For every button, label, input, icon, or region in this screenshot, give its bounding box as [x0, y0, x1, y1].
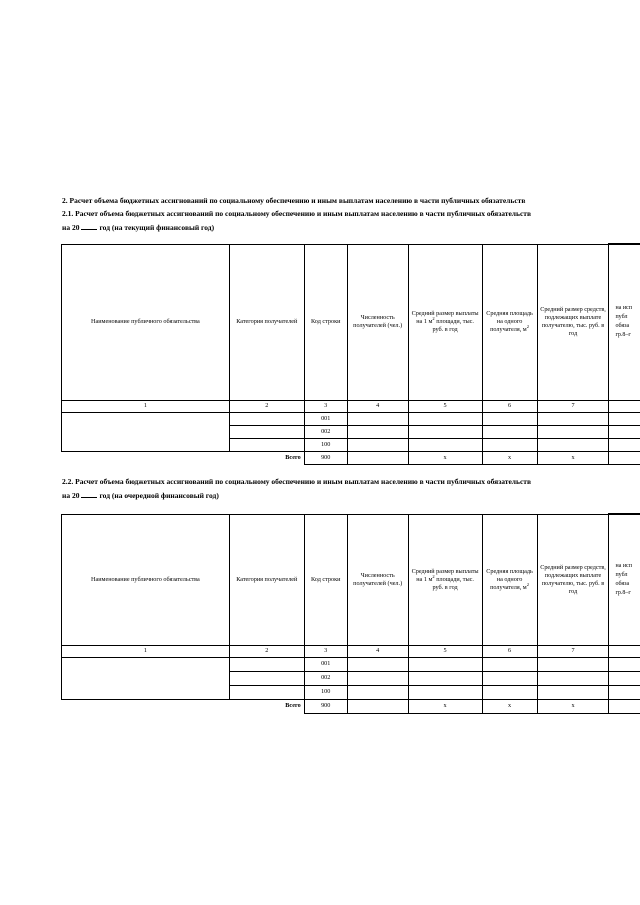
data-cell [609, 657, 640, 671]
data-cell [609, 671, 640, 685]
header-avg-payment [408, 244, 482, 400]
header-recipients-count: Численность получателей (чел.) [347, 244, 408, 400]
section-2-period [62, 490, 219, 501]
col-number-3: 3 [304, 400, 347, 412]
header-row-code: Код строки [304, 514, 347, 645]
data-cell [347, 657, 408, 671]
data-cell [537, 412, 609, 425]
x-mark: х [537, 699, 609, 713]
category-cell [229, 685, 304, 699]
header-avg-area-text: Средняя площадь на одного получателя, м [486, 310, 533, 333]
section-1-period-suffix: год (на текущий финансовый год) [99, 223, 215, 232]
data-cell [537, 685, 609, 699]
data-cell [609, 412, 640, 425]
total-row [62, 451, 640, 464]
data-cell [347, 412, 408, 425]
table-row [62, 657, 640, 671]
col-number-7: 7 [537, 400, 609, 412]
data-cell [482, 657, 537, 671]
col-number-5: 5 [408, 645, 482, 657]
sq-meter-superscript: 2 [526, 323, 529, 329]
data-cell [609, 438, 640, 451]
header-avg-area [482, 244, 537, 400]
data-cell [609, 699, 640, 713]
data-cell [537, 425, 609, 438]
data-cell [537, 671, 609, 685]
header-obligation-name: Наименование публичного обязательства [62, 514, 230, 645]
data-cell [482, 425, 537, 438]
section-1-title: 2.1. Расчет объема бюджетных ассигнований по социальному обеспечению и иным выплатам населению в части публичных обязательств [62, 209, 532, 218]
header-avg-funds: Средний размер средств, подлежащих выплате получателю, тыс. руб. в год [537, 244, 609, 400]
data-cell [537, 438, 609, 451]
header-avg-payment-c: площади, тыс. руб. в год [432, 575, 474, 591]
total-code: 900 [304, 699, 347, 713]
total-label: Всего [62, 451, 305, 464]
section-2-period-suffix: год (на очередной финансовый год) [99, 491, 219, 500]
sq-meter-superscript: 2 [432, 573, 435, 579]
row-code: 100 [304, 685, 347, 699]
sq-meter-superscript: 2 [432, 315, 435, 321]
data-cell [408, 438, 482, 451]
x-mark: х [408, 451, 482, 464]
col-number-3: 3 [304, 645, 347, 657]
data-cell [347, 671, 408, 685]
data-cell [408, 425, 482, 438]
table-current-year [61, 243, 640, 465]
section-1-period [62, 222, 214, 233]
header-execution-partial: на исп публ обяза гр.8–г [609, 514, 640, 645]
total-label: Всего [62, 699, 305, 713]
col-number-2: 2 [229, 645, 304, 657]
header-obligation-name: Наименование публичного обязательства [62, 244, 230, 400]
header-avg-payment-b: на 1 м [416, 318, 433, 325]
data-cell [482, 685, 537, 699]
data-cell [482, 412, 537, 425]
x-mark: х [482, 451, 537, 464]
x-mark: х [408, 699, 482, 713]
category-cell [229, 671, 304, 685]
col-number-7: 7 [537, 645, 609, 657]
col-number-6: 6 [482, 400, 537, 412]
header-avg-payment-a: Средний размер выплаты [411, 567, 479, 575]
main-title: 2. Расчет объема бюджетных ассигнований по социальному обеспечению и иным выплатам населению в части публичных обязательств [62, 196, 526, 205]
col-number-8 [609, 645, 640, 657]
col-number-4: 4 [347, 645, 408, 657]
header-avg-payment-c: площади, тыс. руб. в год [432, 318, 474, 333]
sq-meter-superscript: 2 [526, 581, 529, 587]
col-number-2: 2 [229, 400, 304, 412]
col-number-1: 1 [62, 400, 230, 412]
row-code: 001 [304, 657, 347, 671]
data-cell [609, 451, 640, 464]
header-recipient-category: Категория получателей [229, 244, 304, 400]
x-mark: х [537, 451, 609, 464]
table-next-year [61, 513, 640, 714]
year-blank [81, 490, 97, 498]
table-row [62, 412, 640, 425]
col-number-8 [609, 400, 640, 412]
data-cell [408, 657, 482, 671]
column-number-row [62, 400, 640, 412]
header-avg-payment [408, 514, 482, 645]
header-row [62, 514, 640, 645]
header-avg-payment-a: Средний размер выплаты [411, 310, 479, 317]
data-cell [482, 438, 537, 451]
data-cell [408, 671, 482, 685]
header-recipient-category: Категория получателей [229, 514, 304, 645]
x-mark: х [482, 699, 537, 713]
data-cell [609, 685, 640, 699]
header-execution-partial: на исп публ обяза гр.8–г [609, 244, 640, 400]
category-cell [229, 657, 304, 671]
data-cell [347, 438, 408, 451]
data-cell [482, 671, 537, 685]
obligation-name-cell [62, 657, 230, 699]
category-cell [229, 412, 304, 425]
header-avg-area [482, 514, 537, 645]
row-code: 100 [304, 438, 347, 451]
section-1-period-prefix: на 20 [62, 223, 80, 232]
header-recipients-count: Численность получателей (чел.) [347, 514, 408, 645]
data-cell [537, 657, 609, 671]
data-cell [347, 451, 408, 464]
row-code: 002 [304, 425, 347, 438]
column-number-row [62, 645, 640, 657]
header-row-code: Код строки [304, 244, 347, 400]
data-cell [408, 412, 482, 425]
total-row [62, 699, 640, 713]
header-row [62, 244, 640, 400]
section-2-title: 2.2. Расчет объема бюджетных ассигнований по социальному обеспечению и иным выплатам населению в части публичных обязательств [62, 477, 532, 486]
data-cell [347, 425, 408, 438]
category-cell [229, 425, 304, 438]
header-avg-payment-b: на 1 м [416, 575, 433, 583]
col-number-6: 6 [482, 645, 537, 657]
header-avg-area-text: Средняя площадь на одного получателя, м [486, 567, 533, 591]
col-number-1: 1 [62, 645, 230, 657]
year-blank [81, 222, 97, 230]
header-avg-funds: Средний размер средств, подлежащих выплате получателю, тыс. руб. в год [537, 514, 609, 645]
obligation-name-cell [62, 412, 230, 451]
category-cell [229, 438, 304, 451]
row-code: 002 [304, 671, 347, 685]
section-2-period-prefix: на 20 [62, 491, 80, 500]
total-code: 900 [304, 451, 347, 464]
col-number-5: 5 [408, 400, 482, 412]
data-cell [347, 699, 408, 713]
data-cell [609, 425, 640, 438]
col-number-4: 4 [347, 400, 408, 412]
data-cell [347, 685, 408, 699]
row-code: 001 [304, 412, 347, 425]
data-cell [408, 685, 482, 699]
